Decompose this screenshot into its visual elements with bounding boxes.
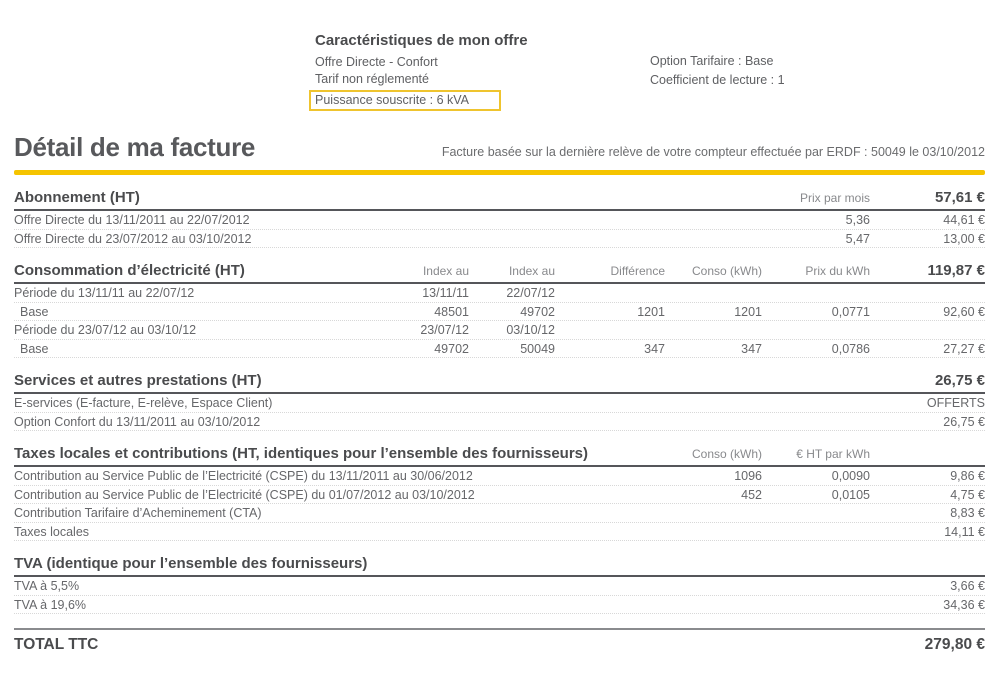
row-conso: 1096 xyxy=(734,469,762,483)
section-consommation xyxy=(14,262,985,358)
subscribed-power-highlight: Puissance souscrite : 6 kVA xyxy=(309,90,501,111)
offer-options-block xyxy=(650,52,785,90)
row-label: Base xyxy=(20,304,49,319)
section-abonnement-header xyxy=(14,189,985,211)
table-row xyxy=(14,340,985,359)
abonnement-rows xyxy=(14,211,985,248)
invoice-detail xyxy=(14,132,985,654)
taxes-rows xyxy=(14,467,985,541)
row-index-1: 23/07/12 xyxy=(420,323,469,337)
section-total: 57,61 € xyxy=(934,189,985,206)
row-amount: 92,60 € xyxy=(943,304,985,319)
row-index-2: 22/07/12 xyxy=(506,286,555,300)
row-prix-kwh xyxy=(762,323,870,337)
meter-reading-note: Facture basée sur la dernière relève de votre compteur effectuée par ERDF : 50049 le 03/10/2012 xyxy=(441,145,985,159)
page-title: Détail de ma facture xyxy=(14,132,256,162)
row-label: Base xyxy=(20,341,49,356)
offer-name: Offre Directe - Confort xyxy=(315,55,438,69)
row-rate: 0,0105 xyxy=(831,487,870,502)
row-conso: 1201 xyxy=(734,304,762,319)
section-title: Services et autres prestations (HT) xyxy=(14,372,262,389)
row-prix-kwh: 0,0771 xyxy=(831,304,870,319)
row-label: Période du 13/11/11 au 22/07/12 xyxy=(14,286,195,300)
row-amount xyxy=(870,323,985,337)
row-label: TVA à 5,5% xyxy=(14,579,80,593)
section-title: Taxes locales et contributions (HT, identiques pour l’ensemble des fournisseurs) xyxy=(14,445,589,462)
row-amount: 14,11 € xyxy=(944,524,985,539)
row-difference xyxy=(555,323,665,337)
row-conso xyxy=(662,506,762,520)
tariff-option: Option Tarifaire : Base xyxy=(650,54,774,68)
table-row xyxy=(14,504,985,523)
table-row xyxy=(14,211,985,230)
section-tva xyxy=(14,555,985,614)
row-index-1: 13/11/11 xyxy=(422,286,469,300)
column-header-index-1: Index au xyxy=(422,264,469,278)
section-total: 119,87 € xyxy=(927,262,985,279)
row-difference: 1201 xyxy=(637,304,665,319)
total-amount: 279,80 € xyxy=(924,636,985,653)
row-amount: 4,75 € xyxy=(950,487,985,502)
consommation-rows xyxy=(14,284,985,358)
column-header-prix-par-mois: Prix par mois xyxy=(799,191,870,205)
row-amount: 34,36 € xyxy=(943,597,985,612)
row-index-1: 48501 xyxy=(434,304,469,319)
row-label: Période du 23/07/12 au 03/10/12 xyxy=(14,323,197,337)
row-label: Offre Directe du 23/07/2012 au 03/10/2012 xyxy=(14,231,252,246)
tva-rows xyxy=(14,577,985,614)
row-amount: 26,75 € xyxy=(943,414,985,429)
row-difference xyxy=(555,286,665,300)
row-monthly-price: 5,47 xyxy=(845,231,870,246)
row-label: Option Confort du 13/11/2011 au 03/10/2012 xyxy=(14,414,261,429)
table-row xyxy=(14,321,985,340)
column-header-conso: Conso (kWh) xyxy=(691,447,762,461)
row-index-2: 49702 xyxy=(520,304,555,319)
row-amount: 44,61 € xyxy=(943,213,985,227)
table-row xyxy=(14,486,985,505)
section-title: TVA (identique pour l’ensemble des fournisseurs) xyxy=(14,555,368,572)
column-header-difference: Différence xyxy=(610,264,665,278)
section-abonnement xyxy=(14,189,985,248)
row-label: Contribution au Service Public de l’Electricité (CSPE) du 13/11/2011 au 30/06/2012 xyxy=(14,469,473,483)
table-row xyxy=(14,523,985,542)
row-index-2: 03/10/12 xyxy=(506,323,555,337)
row-conso xyxy=(662,525,762,539)
table-row xyxy=(14,284,985,303)
row-conso: 347 xyxy=(741,341,762,356)
row-monthly-price: 5,36 xyxy=(845,213,870,227)
table-row xyxy=(14,467,985,486)
row-label: Taxes locales xyxy=(14,524,90,539)
row-conso xyxy=(665,286,762,300)
total-label: TOTAL TTC xyxy=(14,636,99,653)
row-label: TVA à 19,6% xyxy=(14,597,87,612)
section-taxes-header xyxy=(14,445,985,467)
row-rate xyxy=(762,506,870,520)
yellow-divider xyxy=(14,170,985,175)
services-rows xyxy=(14,394,985,431)
table-row xyxy=(14,394,985,413)
column-header-index-2: Index au xyxy=(508,264,555,278)
row-difference: 347 xyxy=(644,341,665,356)
row-prix-kwh xyxy=(762,286,870,300)
section-tva-header xyxy=(14,555,985,577)
column-header-prix-kwh: Prix du kWh xyxy=(805,264,870,278)
row-amount: 13,00 € xyxy=(943,231,985,246)
row-amount: OFFERTS xyxy=(926,396,985,410)
section-total: 26,75 € xyxy=(934,372,985,389)
row-amount: 3,66 € xyxy=(950,579,985,593)
row-label: Contribution au Service Public de l’Electricité (CSPE) du 01/07/2012 au 03/10/2012 xyxy=(14,487,475,502)
row-index-1: 49702 xyxy=(434,341,469,356)
row-amount xyxy=(870,286,985,300)
total-ttc-row xyxy=(14,628,985,654)
section-taxes xyxy=(14,445,985,541)
section-consommation-header xyxy=(14,262,985,284)
row-amount: 27,27 € xyxy=(943,341,985,356)
row-amount: 9,86 € xyxy=(950,469,985,483)
section-services xyxy=(14,372,985,431)
table-row xyxy=(14,596,985,615)
table-row xyxy=(14,303,985,322)
table-row xyxy=(14,413,985,432)
row-conso xyxy=(665,323,762,337)
row-label: Contribution Tarifaire d’Acheminement (CTA) xyxy=(14,506,262,520)
table-row xyxy=(14,577,985,596)
row-label: E-services (E-facture, E-relève, Espace Client) xyxy=(14,396,273,410)
table-row xyxy=(14,230,985,249)
row-index-2: 50049 xyxy=(520,341,555,356)
invoice-title-row xyxy=(14,132,985,163)
section-title: Abonnement (HT) xyxy=(14,189,140,206)
row-rate xyxy=(762,525,870,539)
column-header-eur-ht-kwh: € HT par kWh xyxy=(796,447,870,461)
offer-characteristics-block xyxy=(315,32,528,111)
offer-tariff: Tarif non réglementé xyxy=(315,72,429,86)
row-prix-kwh: 0,0786 xyxy=(831,341,870,356)
row-rate: 0,0090 xyxy=(831,469,870,483)
section-title: Consommation d’électricité (HT) xyxy=(14,262,245,279)
row-conso: 452 xyxy=(741,487,762,502)
column-header-conso: Conso (kWh) xyxy=(691,264,762,278)
offer-characteristics-title: Caractéristiques de mon offre xyxy=(315,32,528,49)
section-services-header xyxy=(14,372,985,394)
row-label: Offre Directe du 13/11/2011 au 22/07/2012 xyxy=(14,213,250,227)
reading-coefficient: Coefficient de lecture : 1 xyxy=(650,73,785,87)
row-amount: 8,83 € xyxy=(950,506,985,520)
